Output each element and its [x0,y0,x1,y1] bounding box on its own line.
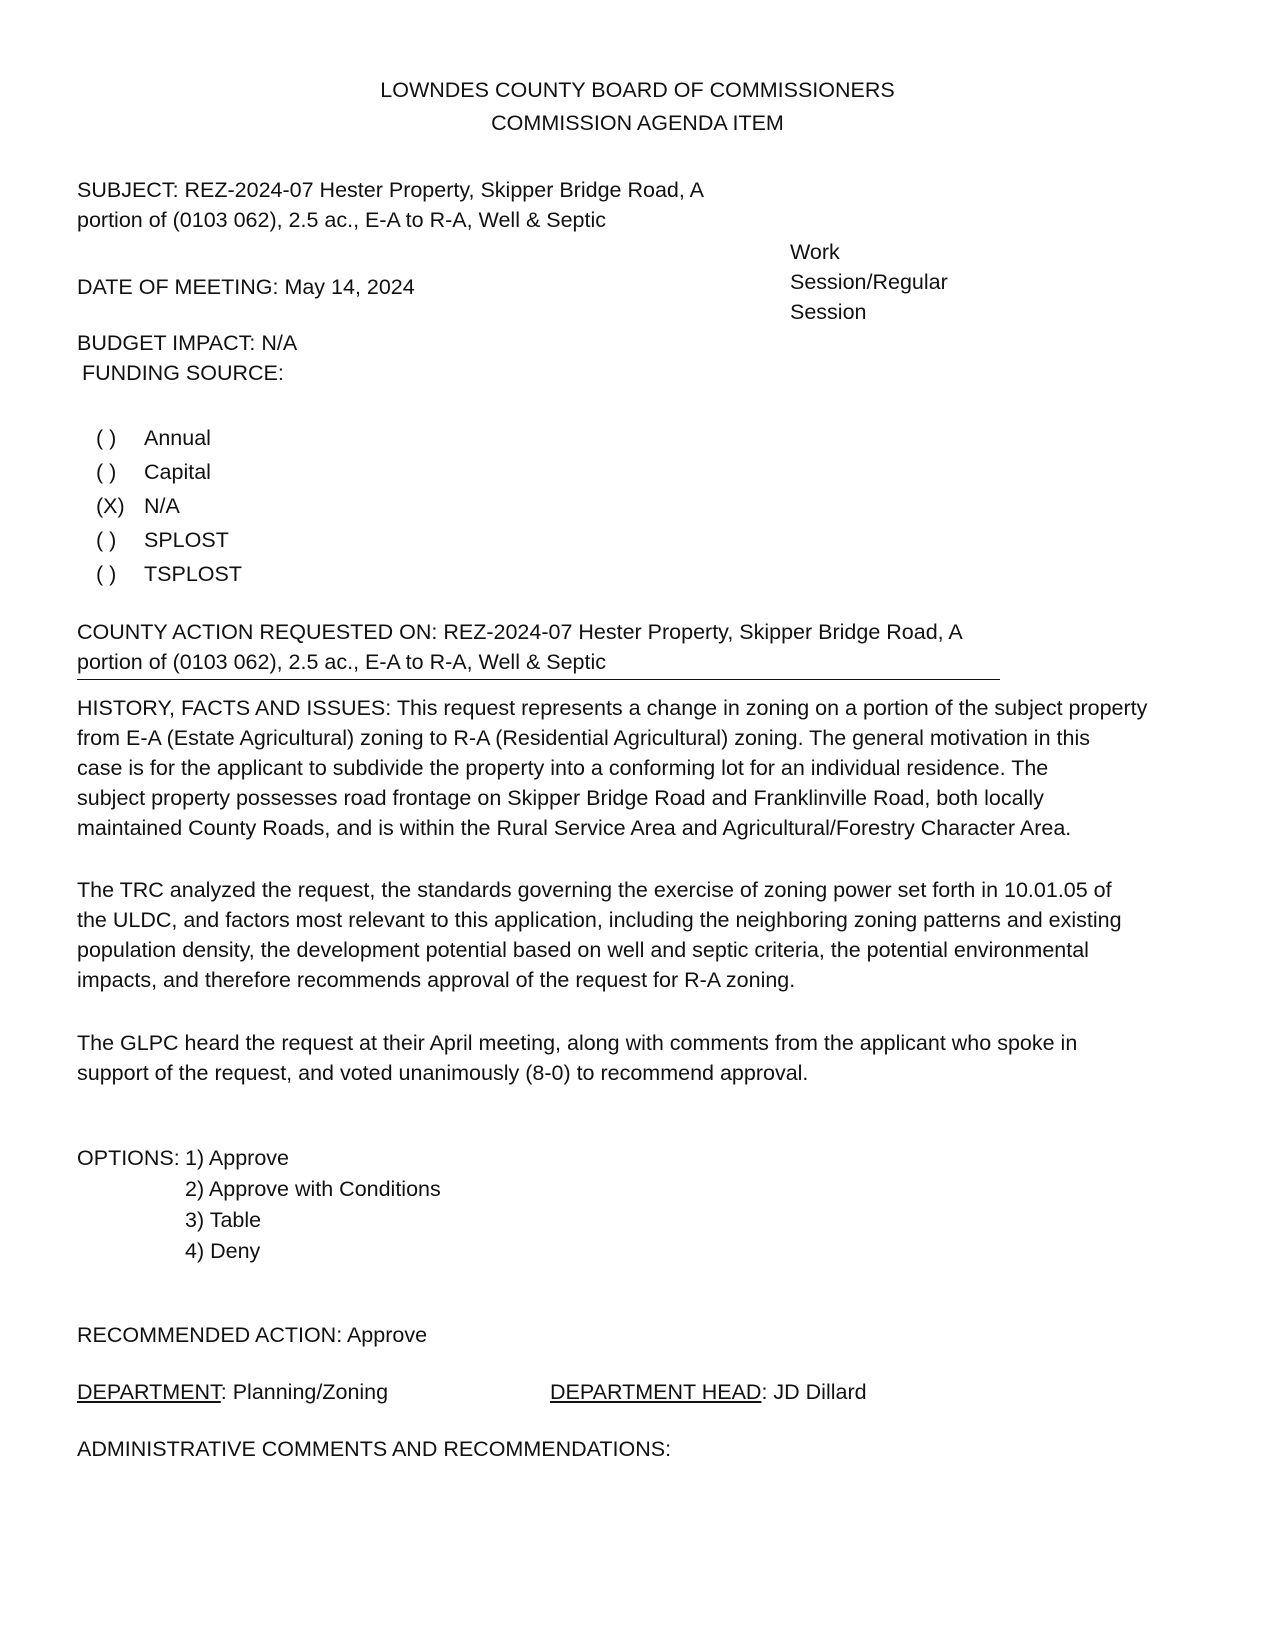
trc-line: The TRC analyzed the request, the standards governing the exercise of zoning power set forth in 10.01.05 of [77,878,1112,902]
option-item: 3) Table [185,1208,262,1232]
funding-option [96,491,180,521]
funding-checkbox: ( ) [96,460,117,484]
history-paragraph [77,693,1207,843]
funding-option-label: TSPLOST [144,562,242,586]
session-type [790,237,948,327]
funding-checkbox: ( ) [96,426,117,450]
department [77,1377,388,1407]
glpc-line: The GLPC heard the request at their April meeting, along with comments from the applicant who spoke in [77,1031,1078,1055]
trc-line: population density, the development potential based on well and septic criteria, the potential environmental [77,938,1089,962]
history-line: maintained County Roads, and is within the Rural Service Area and Agricultural/Forestry Character Area. [77,816,1072,840]
trc-line: the ULDC, and factors most relevant to this application, including the neighboring zoning patterns and existing [77,908,1122,932]
session-type-line: Work [790,240,840,264]
department-head-label: DEPARTMENT HEAD [550,1380,762,1404]
department-value: : Planning/Zoning [220,1380,389,1404]
history-line: subject property possesses road frontage on Skipper Bridge Road and Franklinville Road, both locally [77,786,1044,810]
history-line: HISTORY, FACTS AND ISSUES: This request represents a change in zoning on a portion of the subject property [77,696,1148,720]
trc-paragraph [77,875,1207,995]
funding-checkbox: ( ) [96,528,117,552]
trc-line: impacts, and therefore recommends approval of the request for R-A zoning. [77,968,796,992]
funding-option [96,457,211,487]
option-item: 1) Approve [185,1146,289,1170]
glpc-paragraph [77,1028,1207,1088]
session-type-line: Session [790,300,867,324]
funding-option-label: Annual [144,426,211,450]
funding-option [96,525,229,555]
funding-option [96,423,211,453]
budget-impact: BUDGET IMPACT: N/A [77,331,298,355]
subject-line-2: portion of (0103 062), 2.5 ac., E-A to R-A, Well & Septic [77,208,607,232]
funding-checkbox: (X) [96,494,125,518]
recommended-action: RECOMMENDED ACTION: Approve [77,1323,428,1347]
administrative-comments: ADMINISTRATIVE COMMENTS AND RECOMMENDATIONS: [77,1437,672,1461]
funding-option [96,559,242,589]
action-requested-line-1: COUNTY ACTION REQUESTED ON: REZ-2024-07 Hester Property, Skipper Bridge Road, A [77,620,963,644]
document-title: LOWNDES COUNTY BOARD OF COMMISSIONERS [380,78,895,102]
department-label: DEPARTMENT [77,1380,221,1404]
option-item: 4) Deny [185,1239,261,1263]
history-line: from E-A (Estate Agricultural) zoning to R-A (Residential Agricultural) zoning. The general motivation in this [77,726,1090,750]
department-head [550,1377,867,1407]
action-requested-line-2: portion of (0103 062), 2.5 ac., E-A to R-A, Well & Septic [77,650,607,674]
history-line: case is for the applicant to subdivide the property into a conforming lot for an individual residence. The [77,756,1049,780]
funding-option-label: N/A [144,494,180,518]
funding-source-label: FUNDING SOURCE: [82,361,284,385]
funding-checkbox: ( ) [96,562,117,586]
options-label: OPTIONS: [77,1146,180,1170]
department-head-value: : JD Dillard [761,1380,867,1404]
document-subtitle: COMMISSION AGENDA ITEM [491,111,784,135]
section-divider [77,679,1000,680]
funding-option-label: SPLOST [144,528,229,552]
session-type-line: Session/Regular [790,270,948,294]
funding-option-label: Capital [144,460,211,484]
meeting-date: DATE OF MEETING: May 14, 2024 [77,275,415,299]
option-item: 2) Approve with Conditions [185,1177,441,1201]
subject-line-1: SUBJECT: REZ-2024-07 Hester Property, Skipper Bridge Road, A [77,178,704,202]
glpc-line: support of the request, and voted unanimously (8-0) to recommend approval. [77,1061,809,1085]
